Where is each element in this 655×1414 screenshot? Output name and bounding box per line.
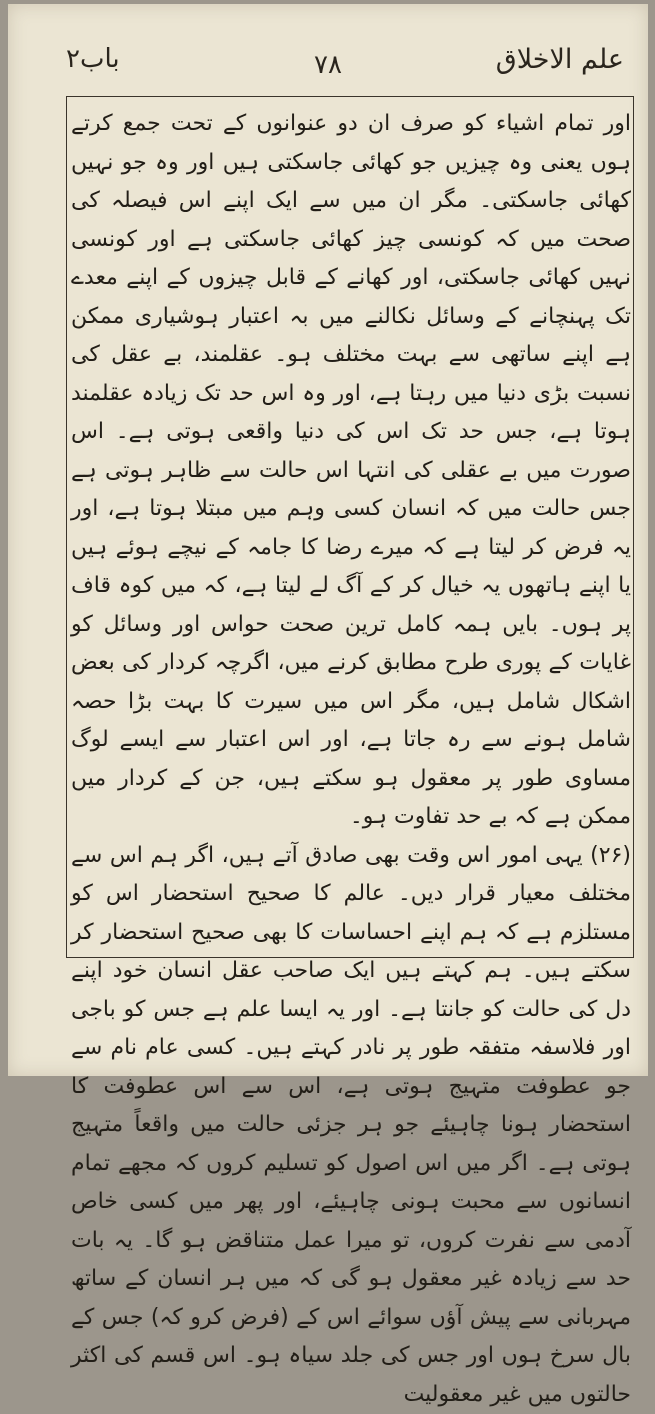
paragraph-number: (۲۶) xyxy=(590,843,631,868)
paragraph-text: یہی امور اس وقت بھی صادق آتے ہیں، اگر ہم اس سے مختلف معیار قرار دیں۔ عالم کا صحیح استحضار اس کو مستلزم ہے کہ ہم اپنے احساسات کا بھی صحیح استحضار کر سکتے ہیں۔ ہم کہتے ہیں ایک صاحب عقل انسان خود اپنے دل کی حالت کو جانتا ہے۔ اور یہ ایسا علم ہے جس کو باجی اور فلاسفہ متفقہ طور پر نادر کہتے ہیں۔ کسی عام نام سے جو عطوفت متہیج ہوتی ہے، اس سے اس عطوفت کا استحضار ہونا چاہیئے جو ہر جزئی حالت میں واقعاً متہیج ہوتی ہے۔ اگر میں اس اصول کو تسلیم کروں کہ مجھے تمام انسانوں سے محبت ہونی چاہیئے، اور پھر میں کسی خاص آدمی سے نفرت کروں، تو میرا عمل متناقض ہو گا۔ یہ بات حد سے زیادہ غیر معقول ہو گی کہ میں ہر انسان کے ساتھ مہربانی سے پیش آؤں سوائے اس کے (فرض کرو کہ) جس کے بال سرخ ہوں اور جس کی جلد سیاہ ہو۔ اس قسم کی اکثر حالتوں میں غیر معقولیت xyxy=(71,843,631,1407)
page-number: ٧٨ xyxy=(8,50,648,80)
chapter-label: باب۲ xyxy=(66,44,120,74)
body-text xyxy=(71,105,631,1414)
paragraph: اور تمام اشیاء کو صرف ان دو عنوانوں کے تحت جمع کرتے ہوں یعنی وہ چیزیں جو کھائی جاسکتی ہیں اور وہ جو نہیں کھائی جاسکتی۔ مگر ان میں سے ایک اپنے اس فیصلہ کی صحت میں کہ کونسی چیز کھائی جاسکتی ہے اور کونسی نہیں کھائی جاسکتی، اور کھانے کے قابل چیزوں کے اپنے معدے تک پہنچانے کے وسائل نکالنے میں بہ اعتبار ہوشیاری ممکن ہے اپنے ساتھی سے بہت مختلف ہو۔ عقلمند، بے عقل کی نسبت بڑی دنیا میں رہتا ہے، اور وہ اس حد تک زیادہ عقلمند ہوتا ہے، جس حد تک اس کی دنیا واقعی ہوتی ہے۔ اس صورت میں بے عقلی کی انتہا اس حالت سے ظاہر ہوتی ہے جس حالت میں کہ انسان کسی وہم میں مبتلا ہوتا ہے، اور یہ فرض کر لیتا ہے کہ میرے رضا کا جامہ کے نیچے ہوئے ہیں یا اپنے ہاتھوں یہ خیال کر کے آگ لے لیتا ہے، کہ میں کوہ قاف پر ہوں۔ بایں ہمہ کامل ترین صحت حواس اور وسائل کو غایات کے پوری طرح مطابق کرنے میں، اگرچہ کردار کی بعض اشکال شامل ہیں، مگر اس میں سیرت کا بہت بڑا حصہ شامل ہونے سے رہ جاتا ہے، اور اس اعتبار سے ایسے لوگ مساوی طور پر معقول ہو سکتے ہیں، جن کے کردار میں ممکن ہے کہ بے حد تفاوت ہو۔ xyxy=(71,105,631,837)
page-header xyxy=(8,44,648,104)
paragraph xyxy=(71,837,631,1414)
text-frame xyxy=(66,96,634,958)
book-page xyxy=(8,4,648,1076)
running-title: علم الاخلاق xyxy=(496,44,624,75)
